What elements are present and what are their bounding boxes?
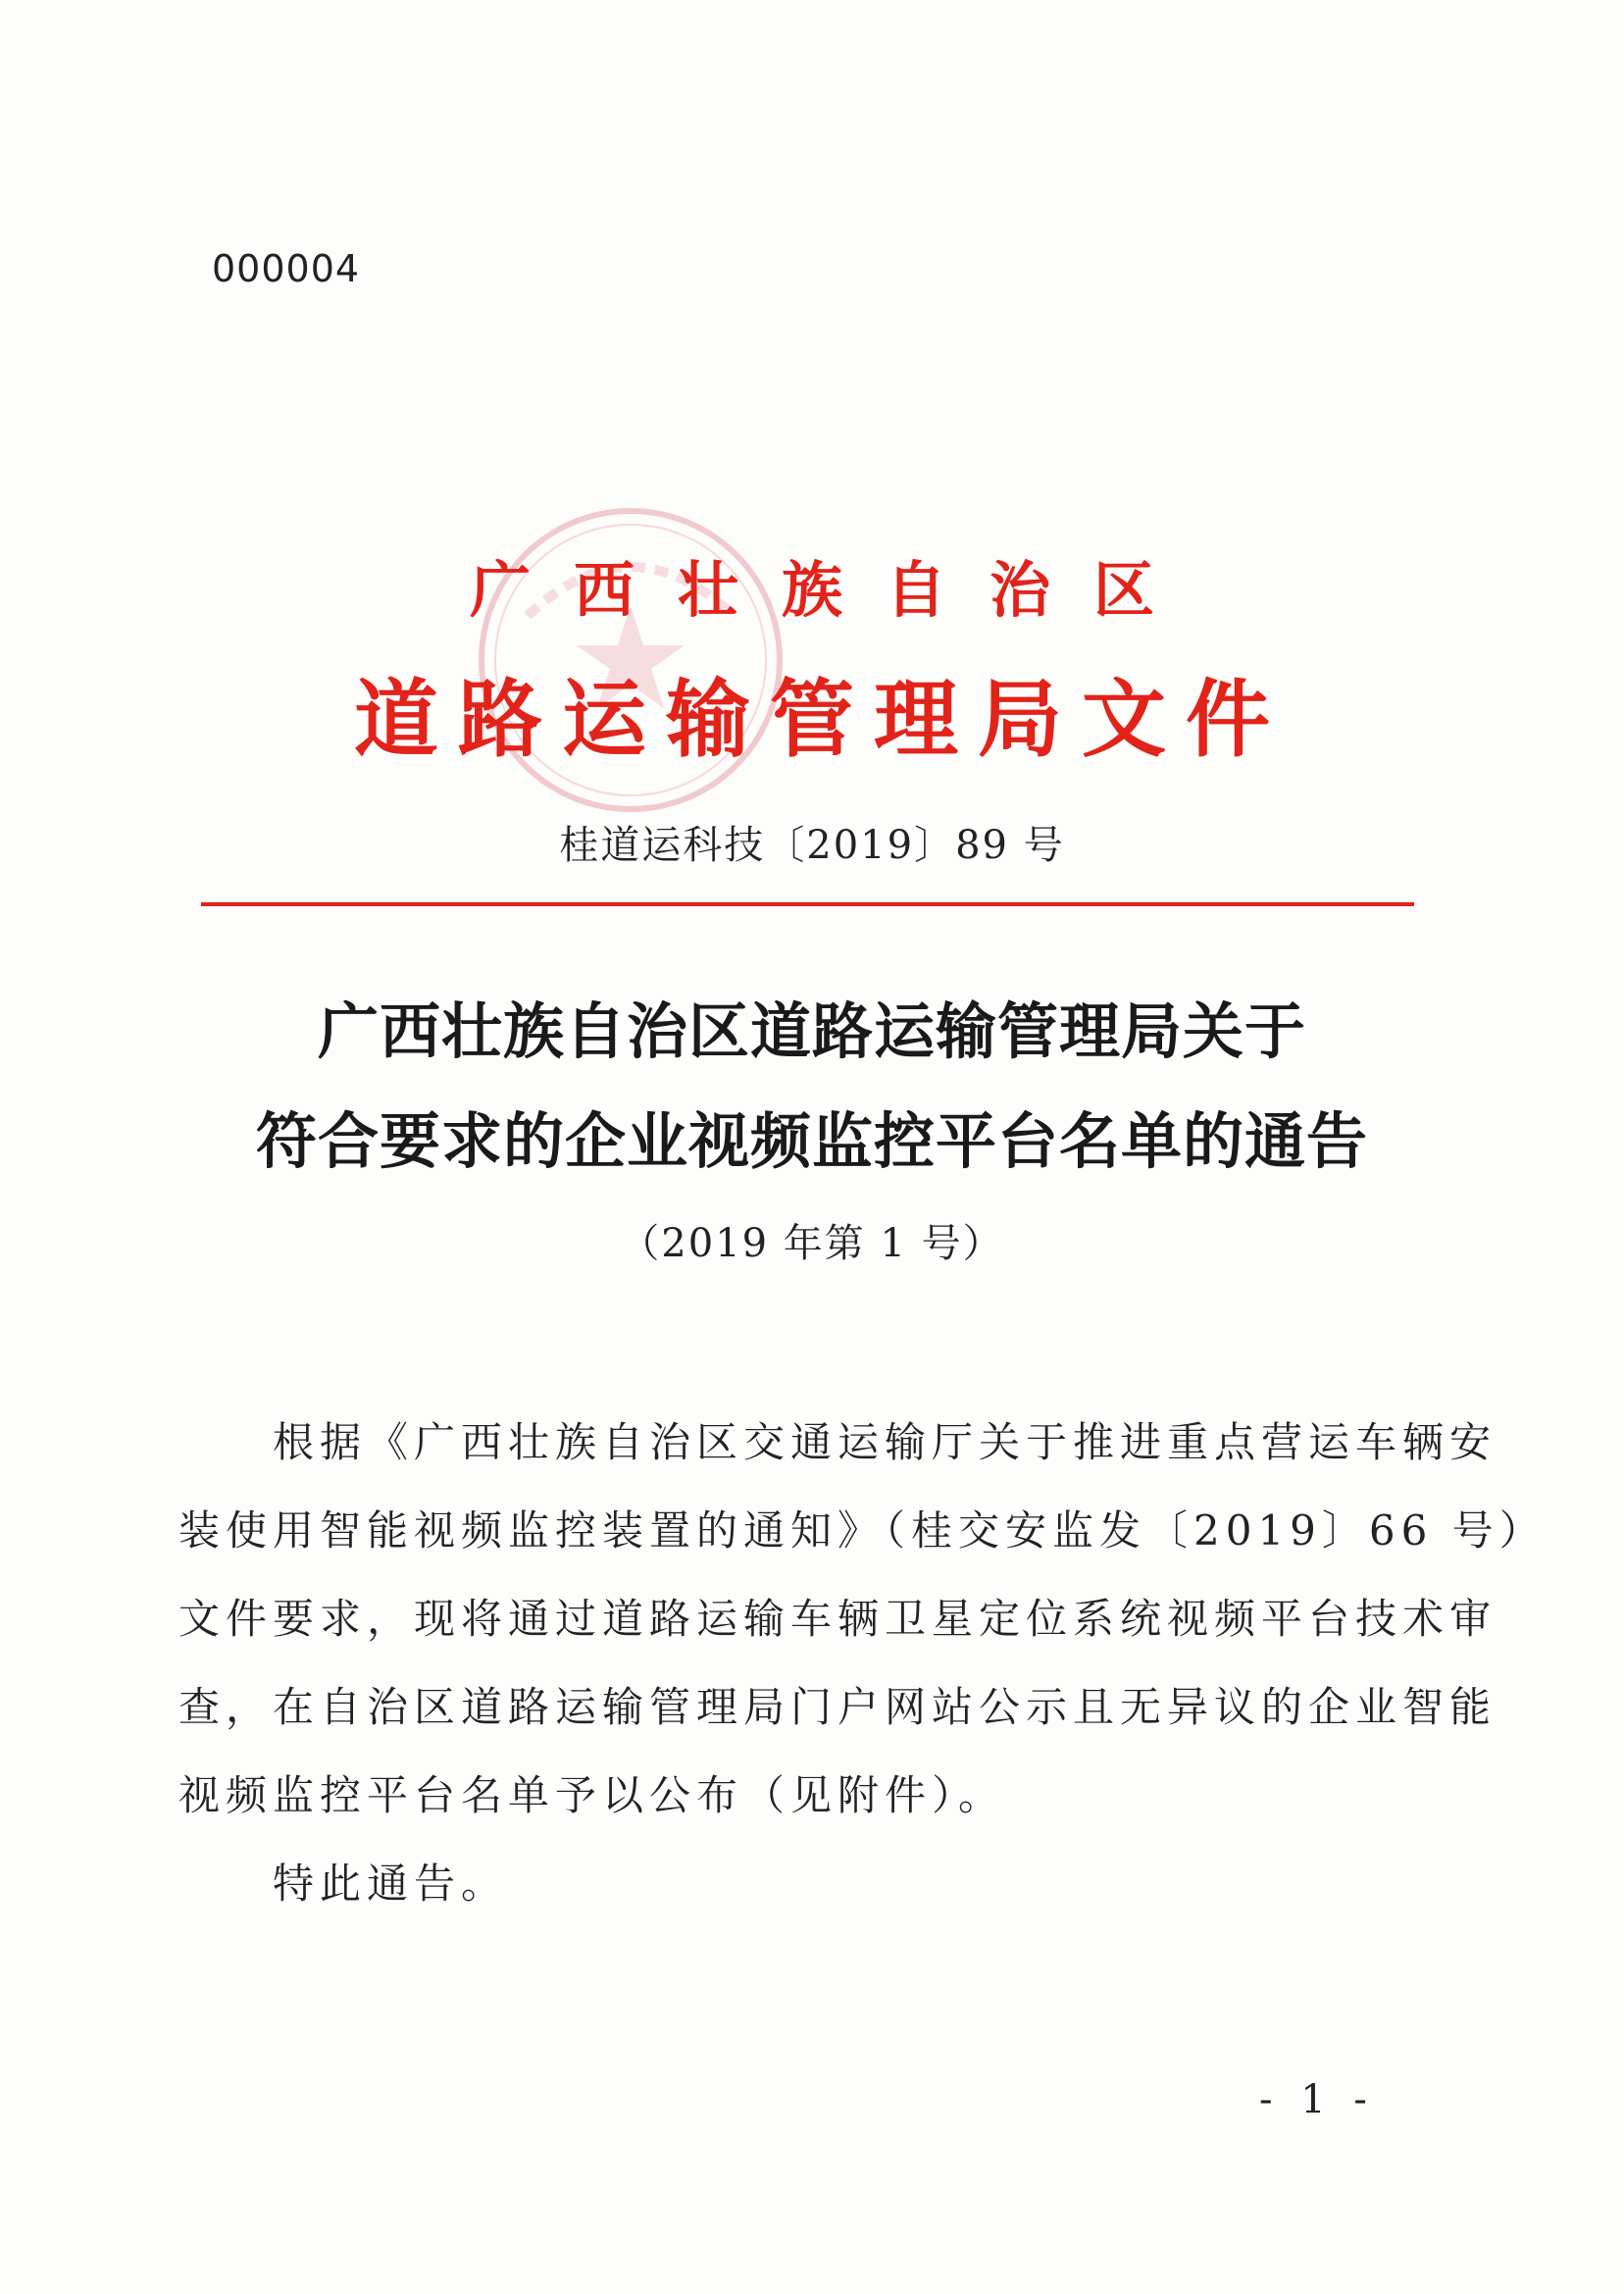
document-number: 桂道运科技〔2019〕89 号 [559, 823, 1065, 868]
serial-number: 000004 [212, 247, 361, 290]
issue-number: （2019 年第 1 号） [620, 1221, 1004, 1266]
body-line: 文件要求，现将通过道路运输车辆卫星定位系统视频平台技术审 [178, 1595, 1497, 1643]
document-title-line-1: 广西壮族自治区道路运输管理局关于 [317, 995, 1306, 1067]
body-line: 视频监控平台名单予以公布（见附件）。 [178, 1771, 1006, 1819]
red-separator-line [201, 902, 1414, 906]
issuing-org-name: 广西壮族自治区 [469, 554, 1197, 626]
document-title-line-2: 符合要求的企业视频监控平台名单的通告 [255, 1105, 1368, 1177]
body-line: 根据《广西壮族自治区交通运输厅关于推进重点营运车辆安 [178, 1418, 1497, 1466]
body-line: 装使用智能视频监控装置的通知》（桂交安监发〔2019〕66 号） [178, 1506, 1547, 1555]
closing-line: 特此通告。 [178, 1860, 509, 1908]
page-number: - 1 - [1259, 2077, 1375, 2122]
body-line: 查，在自治区道路运输管理局门户网站公示且无异议的企业智能 [178, 1683, 1497, 1731]
issuing-org-document-label: 道路运输管理局文件 [354, 670, 1290, 769]
